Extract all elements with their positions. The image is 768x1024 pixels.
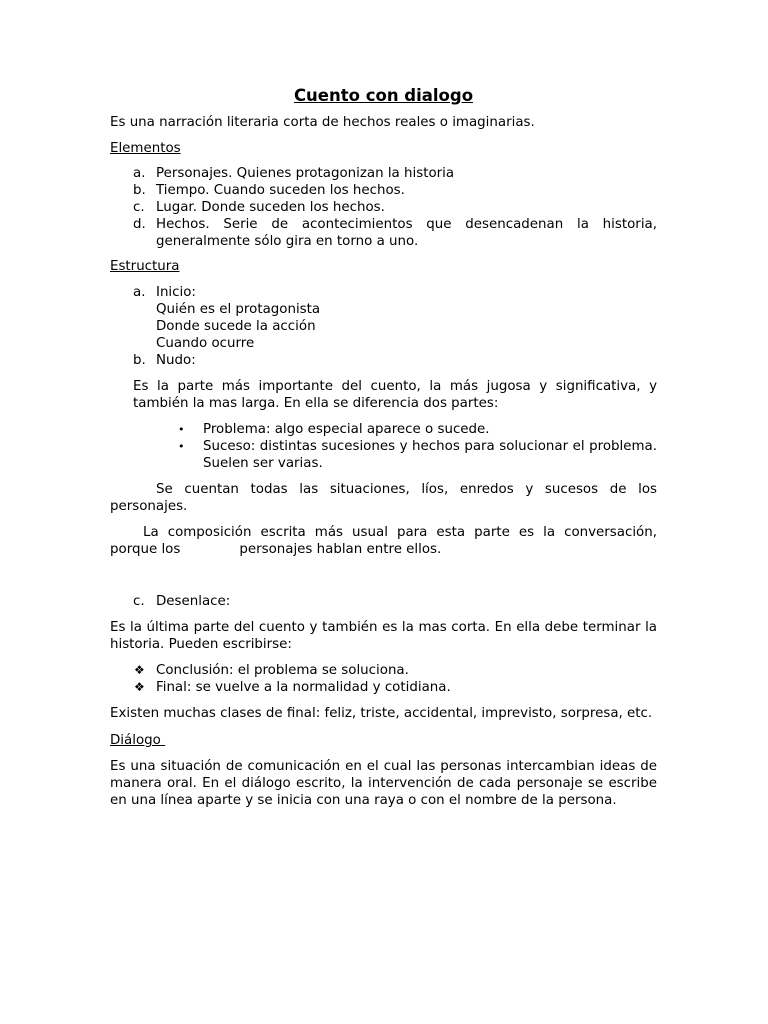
list-item-text: Personajes. Quienes protagonizan la historia xyxy=(156,166,455,181)
estructura-list xyxy=(110,284,657,369)
bullet-text: Suceso: distintas sucesiones y hechos para solucionar el problema. Suelen ser varias. xyxy=(203,439,657,471)
list-item-desenlace xyxy=(110,593,657,610)
inicio-label: Inicio: xyxy=(156,285,196,300)
bullet-marker: • xyxy=(178,423,185,436)
list-marker: a. xyxy=(133,166,146,181)
nudo-bullets xyxy=(110,421,657,472)
list-item-text: Lugar. Donde suceden los hechos. xyxy=(156,200,385,215)
dialogo-paragraph: Es una situación de comunicación en el cual las personas intercambian ideas de manera oral. En el diálogo escrito, la intervención de cada personaje se escribe en una línea aparte y se inicia con una raya o con el nombre de la persona. xyxy=(110,759,657,808)
diamond-item xyxy=(110,679,657,696)
list-item xyxy=(110,165,657,182)
estructura-heading: Estructura xyxy=(110,259,180,274)
list-item xyxy=(110,199,657,216)
list-marker: b. xyxy=(133,183,146,198)
inicio-line: Donde sucede la acción xyxy=(156,319,316,334)
list-item-inicio xyxy=(110,284,657,301)
elementos-heading: Elementos xyxy=(110,141,181,156)
nudo-paragraph-3-end: personajes hablan entre ellos. xyxy=(239,542,442,557)
diamond-item-text: Final: se vuelve a la normalidad y cotidiana. xyxy=(156,680,451,695)
intro-paragraph: Es una narración literaria corta de hechos reales o imaginarias. xyxy=(110,115,535,130)
nudo-paragraph-3-start: La composición escrita más usual para esta parte es la conversación, porque los xyxy=(110,525,657,557)
list-item-nudo xyxy=(110,352,657,369)
list-marker: a. xyxy=(133,285,146,300)
diamond-item-text: Conclusión: el problema se soluciona. xyxy=(156,663,409,678)
desenlace-paragraph: Es la última parte del cuento y también es la mas corta. En ella debe terminar la historia. Pueden escribirse: xyxy=(110,620,657,652)
list-item-text: Tiempo. Cuando suceden los hechos. xyxy=(156,183,405,198)
dialogo-heading-text: Diálogo xyxy=(110,733,161,748)
final-paragraph: Existen muchas clases de final: feliz, triste, accidental, imprevisto, sorpresa, etc. xyxy=(110,706,653,721)
inicio-line: Cuando ocurre xyxy=(156,336,255,351)
list-item xyxy=(110,216,657,250)
inicio-line: Quién es el protagonista xyxy=(156,302,321,317)
elementos-list xyxy=(110,165,657,250)
bullet-item xyxy=(110,438,657,472)
diamond-bullet-icon: ❖ xyxy=(134,663,145,677)
diamond-item xyxy=(110,662,657,679)
page-title: Cuento con dialogo xyxy=(293,86,474,105)
list-marker: c. xyxy=(133,594,145,609)
bullet-marker: • xyxy=(178,440,185,453)
bullet-item xyxy=(110,421,657,438)
list-marker: b. xyxy=(133,353,146,368)
list-marker: d. xyxy=(133,217,146,232)
diamond-bullet-icon: ❖ xyxy=(134,680,145,694)
bullet-text: Problema: algo especial aparece o sucede. xyxy=(203,422,490,437)
desenlace-label: Desenlace: xyxy=(156,594,231,609)
list-item xyxy=(110,182,657,199)
nudo-label: Nudo: xyxy=(156,353,196,368)
list-item-text: Hechos. Serie de acontecimientos que desencadenan la historia, generalmente sólo gira en torno a uno. xyxy=(156,217,657,249)
nudo-paragraph: Es la parte más importante del cuento, la más jugosa y significativa, y también la mas larga. En ella se diferencia dos partes: xyxy=(133,379,657,411)
desenlace-items xyxy=(110,662,657,696)
dialogo-heading xyxy=(110,732,657,749)
list-marker: c. xyxy=(133,200,145,215)
desenlace-list xyxy=(110,593,657,610)
nudo-paragraph-2: Se cuentan todas las situaciones, líos, enredos y sucesos de los personajes. xyxy=(110,482,657,514)
document-body xyxy=(110,86,657,809)
nudo-paragraph-3 xyxy=(110,524,657,558)
